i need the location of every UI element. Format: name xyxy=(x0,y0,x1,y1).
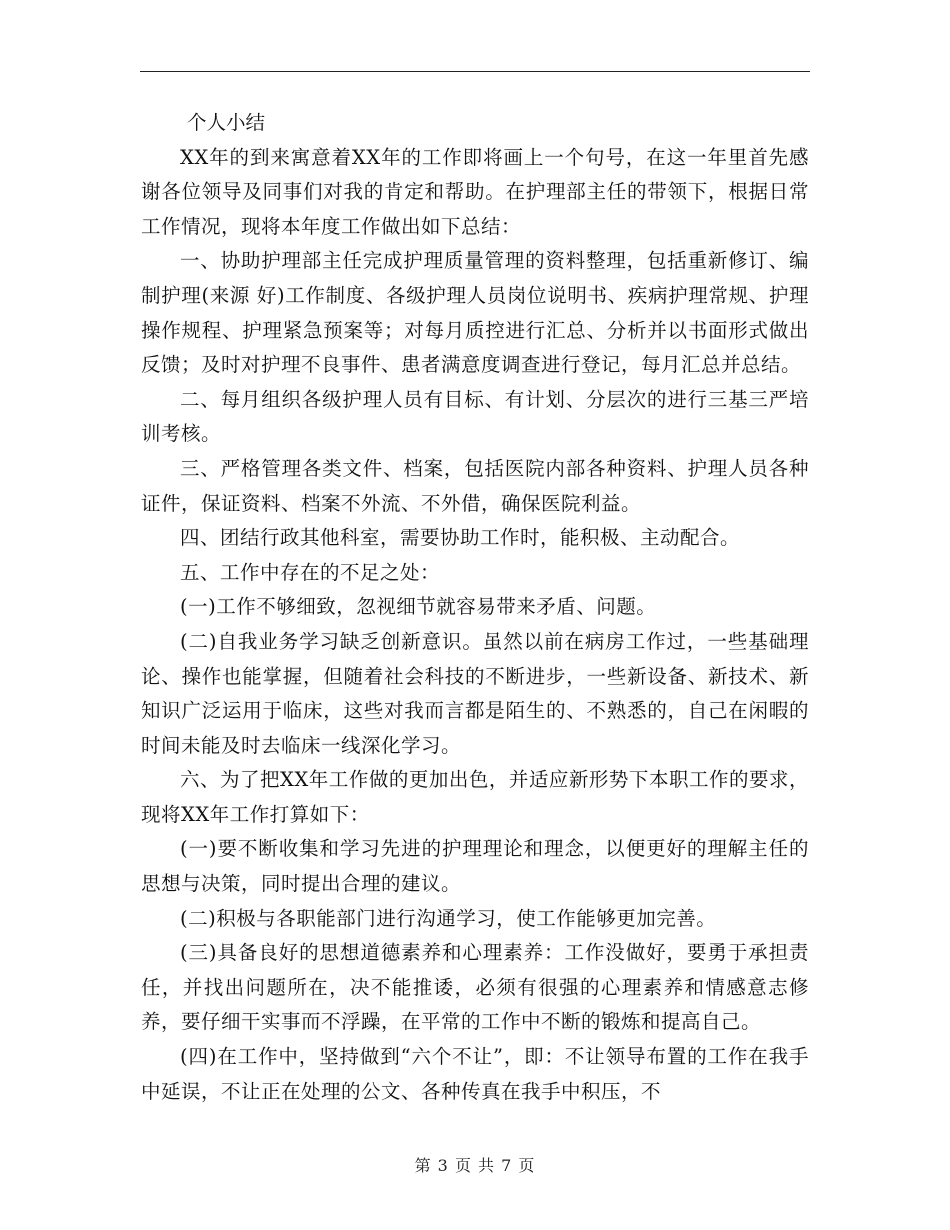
paragraph: (一)工作不够细致，忽视细节就容易带来矛盾、问题。 xyxy=(180,595,657,619)
paragraph: 六、为了把XX年工作做的更加出色，并适应新形势下本职工作的要求，现将XX年工作打算如下： xyxy=(141,768,809,826)
header-rule xyxy=(140,71,810,72)
doc-title: 个人小结 xyxy=(187,111,266,134)
paragraph: 二、每月组织各级护理人员有目标、有计划、分层次的进行三基三严培训考核。 xyxy=(141,387,809,446)
paragraph: 三、严格管理各类文件、档案，包括医院内部各种资料、护理人员各种证件，保证资料、档案不外流、不外借，确保医院利益。 xyxy=(141,456,809,515)
paragraph: 四、团结行政其他科室，需要协助工作时，能积极、主动配合。 xyxy=(180,526,741,550)
paragraph: (四)在工作中，坚持做到“六个不让”，即：不让领导布置的工作在我手中延误，不让正在处理的公文、各种传真在我手中积压，不 xyxy=(141,1045,809,1103)
paragraph: (二)自我业务学习缺乏创新意识。虽然以前在病房工作过，一些基础理论、操作也能掌握，但随着社会科技的不断进步，一些新设备、新技术、新知识广泛运用于临床，这些对我而言都是陌生的、不熟悉的，自己在闲暇的时间未能及时去临床一线深化学习。 xyxy=(141,629,809,757)
paragraph: 五、工作中存在的不足之处： xyxy=(180,560,441,584)
paragraph: (二)积极与各职能部门进行沟通学习，使工作能够更加完善。 xyxy=(180,906,717,930)
paragraph: (一)要不断收集和学习先进的护理理论和理念，以便更好的理解主任的思想与决策，同时提出合理的建议。 xyxy=(141,837,809,896)
paragraph: XX年的到来寓意着XX年的工作即将画上一个句号，在这一年里首先感谢各位领导及同事们对我的肯定和帮助。在护理部主任的带领下，根据日常工作情况，现将本年度工作做出如下总结： xyxy=(141,145,809,238)
document-body xyxy=(141,106,809,1109)
paragraph: 一、协助护理部主任完成护理质量管理的资料整理，包括重新修订、编制护理(来源 好)工作制度、各级护理人员岗位说明书、疾病护理常规、护理操作规程、护理紧急预案等；对每月质控进行汇总、分析并以书面形式做出反馈；及时对护理不良事件、患者满意度调查进行登记，每月汇总并总结。 xyxy=(141,249,809,377)
paragraph: (三)具备良好的思想道德素养和心理素养：工作没做好，要勇于承担责任，并找出问题所在，决不能推诿，必须有很强的心理素养和情感意志修养，要仔细干实事而不浮躁，在平常的工作中不断的锻炼和提高自己。 xyxy=(141,941,809,1034)
page-number-footer: 第 3 页 共 7 页 xyxy=(414,1156,536,1175)
